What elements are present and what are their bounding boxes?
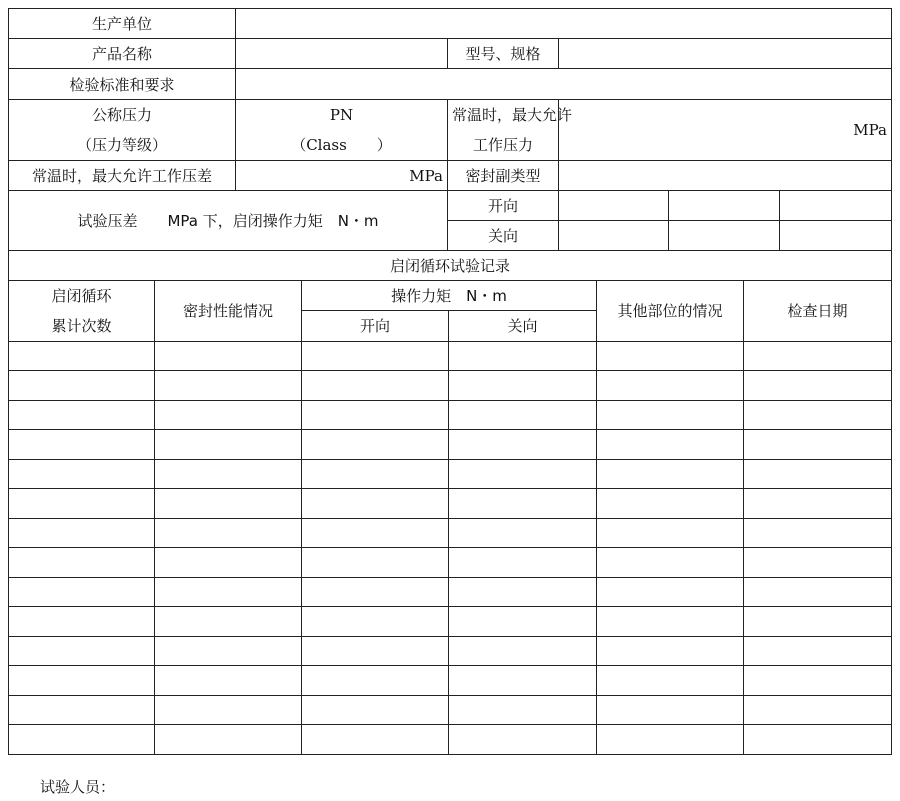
torque-test-pressure-label: 试验压差 MPa 下，启闭操作力矩 N・m: [9, 191, 448, 251]
max-working-pressure-unit: MPa: [853, 121, 888, 139]
table-cell[interactable]: [597, 430, 744, 460]
table-cell[interactable]: [744, 695, 892, 725]
table-cell[interactable]: [9, 459, 155, 489]
table-cell[interactable]: [744, 607, 892, 637]
table-cell[interactable]: [744, 371, 892, 401]
table-cell[interactable]: [449, 695, 597, 725]
max-pressure-diff-unit: MPa: [409, 166, 443, 185]
standard-label: 检验标准和要求: [9, 69, 236, 100]
model-spec-label: 型号、规格: [448, 39, 559, 69]
table-row: [9, 371, 892, 401]
table-cell[interactable]: [449, 636, 597, 666]
pn-text: PN: [329, 106, 354, 124]
table-cell[interactable]: [449, 607, 597, 637]
table-cell[interactable]: [9, 695, 155, 725]
table-cell[interactable]: [155, 400, 302, 430]
table-cell[interactable]: [597, 489, 744, 519]
table-cell[interactable]: [744, 725, 892, 755]
table-cell[interactable]: [155, 666, 302, 696]
torque-close-cell-3[interactable]: [780, 221, 892, 251]
table-cell[interactable]: [449, 548, 597, 578]
col-header-torque-close: 关向: [449, 311, 597, 342]
seal-pair-field[interactable]: [559, 161, 892, 191]
table-row: [9, 518, 892, 548]
test-record-form: [8, 8, 891, 755]
table-row: [9, 400, 892, 430]
table-cell[interactable]: [597, 725, 744, 755]
cycle-log-rows: [9, 341, 892, 754]
table-cell[interactable]: [744, 400, 892, 430]
table-row: [9, 636, 892, 666]
col-header-torque: 操作力矩 N・m: [302, 280, 597, 311]
nominal-pressure-line1: 公称压力: [91, 106, 152, 124]
max-working-pressure-label: [448, 100, 573, 161]
torque-close-cell-1[interactable]: [559, 221, 669, 251]
table-cell[interactable]: [302, 489, 449, 519]
table-cell[interactable]: [155, 548, 302, 578]
table-cell[interactable]: [302, 548, 449, 578]
table-cell[interactable]: [9, 400, 155, 430]
table-cell[interactable]: [449, 400, 597, 430]
table-row: [9, 459, 892, 489]
table-cell[interactable]: [9, 666, 155, 696]
cycle-log-table: [8, 280, 892, 755]
table-cell[interactable]: [302, 371, 449, 401]
table-cell[interactable]: [302, 518, 449, 548]
table-cell[interactable]: [155, 489, 302, 519]
table-cell[interactable]: [744, 666, 892, 696]
table-cell[interactable]: [597, 577, 744, 607]
table-cell[interactable]: [449, 430, 597, 460]
table-cell[interactable]: [155, 518, 302, 548]
table-cell[interactable]: [744, 518, 892, 548]
table-cell[interactable]: [449, 725, 597, 755]
col-header-date: 检查日期: [744, 280, 892, 341]
table-cell[interactable]: [9, 577, 155, 607]
table-row: [9, 489, 892, 519]
torque-open-label: 开向: [448, 191, 559, 221]
table-cell[interactable]: [597, 666, 744, 696]
table-cell[interactable]: [744, 341, 892, 371]
table-cell[interactable]: [155, 636, 302, 666]
form-header-table: [8, 8, 892, 281]
table-cell[interactable]: [597, 695, 744, 725]
table-cell[interactable]: [9, 489, 155, 519]
table-cell[interactable]: [449, 371, 597, 401]
table-row: [9, 341, 892, 371]
table-cell[interactable]: [155, 459, 302, 489]
seal-pair-label: 密封副类型: [448, 161, 559, 191]
table-cell[interactable]: [9, 518, 155, 548]
table-cell[interactable]: [302, 725, 449, 755]
table-cell[interactable]: [449, 341, 597, 371]
table-cell[interactable]: [744, 430, 892, 460]
table-cell[interactable]: [9, 548, 155, 578]
product-name-field[interactable]: [236, 39, 448, 69]
torque-close-label: 关向: [448, 221, 559, 251]
table-cell[interactable]: [155, 577, 302, 607]
table-cell[interactable]: [744, 636, 892, 666]
table-cell[interactable]: [744, 489, 892, 519]
table-cell[interactable]: [597, 607, 744, 637]
nominal-pressure-field[interactable]: [236, 100, 448, 161]
table-row: [9, 430, 892, 460]
table-row: [9, 577, 892, 607]
table-row: [9, 607, 892, 637]
col-header-other: 其他部位的情况: [597, 280, 744, 341]
table-cell[interactable]: [302, 695, 449, 725]
table-cell[interactable]: [155, 695, 302, 725]
table-cell[interactable]: [449, 518, 597, 548]
table-cell[interactable]: [155, 607, 302, 637]
col-header-cycles: [9, 280, 155, 341]
table-cell[interactable]: [302, 607, 449, 637]
cycle-log-title: 启闭循环试验记录: [9, 251, 892, 281]
table-cell[interactable]: [302, 341, 449, 371]
table-cell[interactable]: [9, 607, 155, 637]
table-cell[interactable]: [302, 666, 449, 696]
max-pressure-diff-label: 常温时，最大允许工作压差: [9, 161, 236, 191]
table-cell[interactable]: [597, 400, 744, 430]
tester-label: 试验人员：: [40, 778, 116, 796]
table-cell[interactable]: [597, 518, 744, 548]
table-cell[interactable]: [9, 341, 155, 371]
table-cell[interactable]: [597, 636, 744, 666]
table-row: [9, 725, 892, 755]
model-spec-field[interactable]: [559, 39, 892, 69]
nominal-pressure-line2: （压力等级）: [76, 136, 167, 154]
table-cell[interactable]: [155, 371, 302, 401]
col-header-cycles-line1: 启闭循环: [51, 286, 112, 305]
table-cell[interactable]: [155, 430, 302, 460]
table-cell[interactable]: [744, 459, 892, 489]
class-text: （Class ）: [291, 136, 392, 154]
table-cell[interactable]: [597, 341, 744, 371]
table-cell[interactable]: [302, 636, 449, 666]
table-cell[interactable]: [9, 725, 155, 755]
manufacturer-field[interactable]: [236, 9, 892, 39]
table-cell[interactable]: [9, 371, 155, 401]
torque-open-cell-2[interactable]: [669, 191, 780, 221]
torque-open-cell-1[interactable]: [559, 191, 669, 221]
max-working-pressure-field[interactable]: [559, 100, 892, 161]
table-cell[interactable]: [744, 548, 892, 578]
table-cell[interactable]: [597, 459, 744, 489]
table-cell[interactable]: [449, 489, 597, 519]
table-cell[interactable]: [155, 725, 302, 755]
table-cell[interactable]: [302, 577, 449, 607]
table-cell[interactable]: [302, 430, 449, 460]
table-row: [9, 695, 892, 725]
nominal-pressure-label: [9, 100, 236, 161]
standard-field[interactable]: [236, 69, 892, 100]
col-header-cycles-line2: 累计次数: [51, 316, 112, 335]
max-working-pressure-line2: 工作压力: [472, 136, 533, 154]
table-cell[interactable]: [597, 371, 744, 401]
product-name-label: 产品名称: [9, 39, 236, 69]
col-header-torque-open: 开向: [302, 311, 449, 342]
table-row: [9, 548, 892, 578]
torque-open-cell-3[interactable]: [780, 191, 892, 221]
torque-close-cell-2[interactable]: [669, 221, 780, 251]
table-cell[interactable]: [302, 400, 449, 430]
table-cell[interactable]: [9, 430, 155, 460]
table-cell[interactable]: [744, 577, 892, 607]
max-pressure-diff-field[interactable]: [236, 161, 448, 191]
col-header-seal: 密封性能情况: [155, 280, 302, 341]
table-cell[interactable]: [302, 459, 449, 489]
table-cell[interactable]: [449, 666, 597, 696]
table-row: [9, 666, 892, 696]
manufacturer-label: 生产单位: [9, 9, 236, 39]
table-cell[interactable]: [449, 577, 597, 607]
table-cell[interactable]: [155, 341, 302, 371]
table-cell[interactable]: [597, 548, 744, 578]
table-cell[interactable]: [449, 459, 597, 489]
max-working-pressure-line1: 常温时，最大允许: [452, 106, 573, 124]
table-cell[interactable]: [9, 636, 155, 666]
